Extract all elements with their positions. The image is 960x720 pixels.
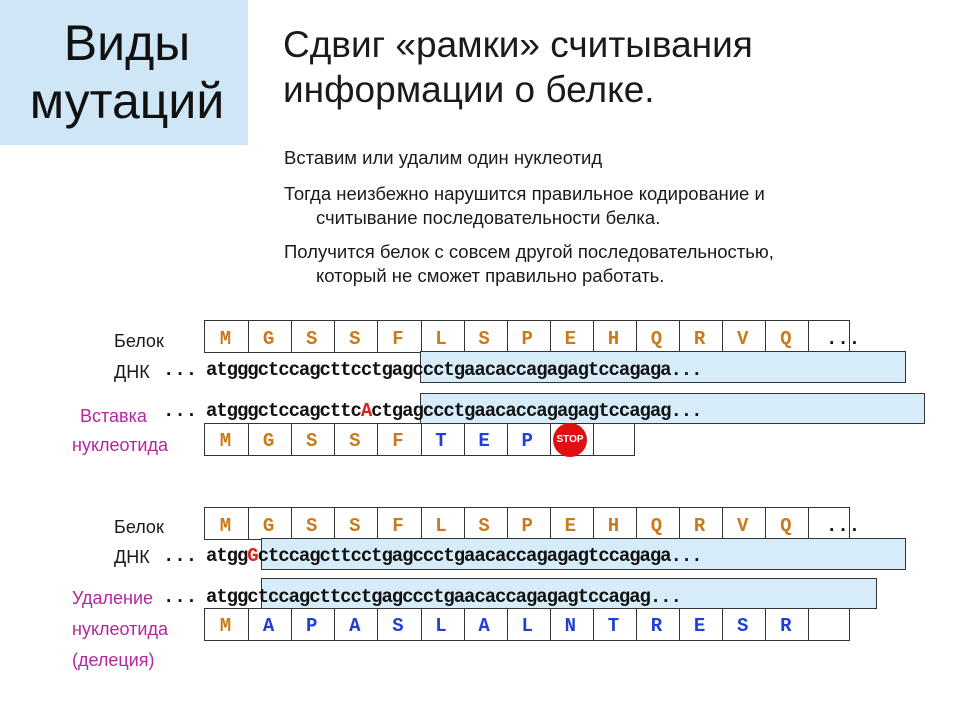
slide-title (12, 14, 242, 130)
amino-acid: L (435, 615, 447, 637)
amino-acid: V (736, 515, 749, 537)
insertion-dna-label: ДНК (114, 362, 150, 382)
deletion-mutant-dna-prefix: ... (163, 586, 198, 608)
amino-acid: Q (650, 328, 663, 350)
amino-acid: H (607, 328, 620, 350)
amino-acid: S (349, 430, 361, 452)
deletion-mutation-label-line-3: (делеция) (72, 650, 155, 670)
amino-acid: Q (780, 328, 792, 350)
paragraph-1: Вставим или удалим один нуклеотид (284, 147, 603, 168)
amino-acid: H (607, 515, 620, 537)
amino-acid: S (305, 328, 318, 350)
amino-acid: P (521, 515, 533, 537)
amino-acid: L (435, 515, 447, 537)
grid-cell (593, 424, 636, 455)
amino-acid: R (650, 615, 663, 637)
amino-acid: M (219, 615, 232, 637)
insertion-mutation-label-line-1: Вставка (80, 406, 147, 426)
amino-acid: S (349, 515, 361, 537)
amino-acid: R (780, 615, 792, 637)
insertion-mutant-dna-sequence (206, 400, 701, 422)
heading-line-2: информации о белке. (283, 69, 655, 110)
paragraph-2 (284, 182, 765, 230)
amino-acid: S (305, 515, 318, 537)
amino-acid: F (392, 430, 404, 452)
amino-acid: F (392, 328, 404, 350)
amino-acid: S (478, 328, 490, 350)
amino-acid: S (736, 615, 749, 637)
amino-acid: T (607, 615, 620, 637)
title-line-1: Виды (63, 15, 191, 71)
amino-acid: R (693, 328, 706, 350)
deletion-dna-after: ctccagcttcctgagccctgaacaccagagagtccagaga... (257, 545, 702, 567)
stop-codon-badge: STOP (553, 423, 587, 457)
amino-acid: E (693, 615, 706, 637)
amino-acid: S (305, 430, 318, 452)
amino-acid: A (349, 615, 361, 637)
deletion-mutation-label-line-2: нуклеотида (72, 619, 168, 639)
paragraph-3-line-1: Получится белок с совсем другой последовательностью, (284, 241, 774, 262)
deletion-dna-label: ДНК (114, 547, 150, 567)
insertion-dna-prefix: ... (163, 359, 198, 381)
amino-acid: S (349, 328, 361, 350)
deletion-dna-sequence (206, 545, 701, 567)
inserted-nucleotide: A (360, 400, 372, 422)
amino-acid: G (262, 430, 275, 452)
paragraph-2-line-1: Тогда неизбежно нарушится правильное кодирование и (284, 183, 765, 204)
heading-line-1: Сдвиг «рамки» считывания (283, 24, 753, 65)
amino-acid: R (693, 515, 706, 537)
deletion-dna-before: atgg (206, 545, 248, 567)
amino-acid: N (564, 615, 576, 637)
insertion-mutant-dna-before: atgggctccagcttc (206, 400, 361, 422)
amino-acid: P (521, 430, 533, 452)
amino-acid: P (521, 328, 533, 350)
insertion-mutant-dna-prefix: ... (163, 400, 198, 422)
insertion-protein-label: Белок (114, 331, 164, 351)
slide-heading (283, 22, 943, 112)
deleted-nucleotide: G (247, 545, 258, 567)
paragraph-3-line-2: который не сможет правильно работать. (316, 265, 665, 286)
amino-acid: T (435, 430, 447, 452)
amino-acid: Q (650, 515, 663, 537)
grid-cell (808, 609, 851, 640)
amino-acid: M (219, 430, 232, 452)
amino-acid: P (305, 615, 318, 637)
amino-acid: S (392, 615, 404, 637)
insertion-mutation-label-line-2: нуклеотида (72, 435, 168, 455)
amino-acid: G (262, 515, 275, 537)
amino-acid: E (564, 515, 576, 537)
insertion-protein-tail: ... (826, 328, 861, 350)
amino-acid: Q (780, 515, 792, 537)
amino-acid: F (392, 515, 404, 537)
title-line-2: мутаций (29, 73, 225, 129)
amino-acid: L (435, 328, 447, 350)
deletion-dna-prefix: ... (163, 545, 198, 567)
deletion-protein-tail: ... (826, 515, 861, 537)
insertion-mutant-dna-after: ctgagccctgaacaccagagagtccagag... (371, 400, 702, 422)
deletion-mutant-dna-sequence: atggctccagcttcctgagccctgaacaccagagagtccagag... (206, 586, 681, 608)
amino-acid: V (736, 328, 749, 350)
deletion-protein-label: Белок (114, 517, 164, 537)
amino-acid: S (478, 515, 490, 537)
amino-acid: A (478, 615, 490, 637)
amino-acid: E (478, 430, 490, 452)
amino-acid: M (219, 328, 232, 350)
amino-acid: G (262, 328, 275, 350)
paragraph-3 (284, 240, 774, 288)
amino-acid: E (564, 328, 576, 350)
paragraph-2-line-2: считывание последовательности белка. (316, 207, 661, 228)
amino-acid: A (262, 615, 275, 637)
insertion-dna-sequence: atgggctccagcttcctgagccctgaacaccagagagtccagaga... (206, 359, 702, 381)
deletion-mutation-label-line-1: Удаление (72, 588, 154, 608)
amino-acid: M (219, 515, 232, 537)
amino-acid: L (521, 615, 533, 637)
